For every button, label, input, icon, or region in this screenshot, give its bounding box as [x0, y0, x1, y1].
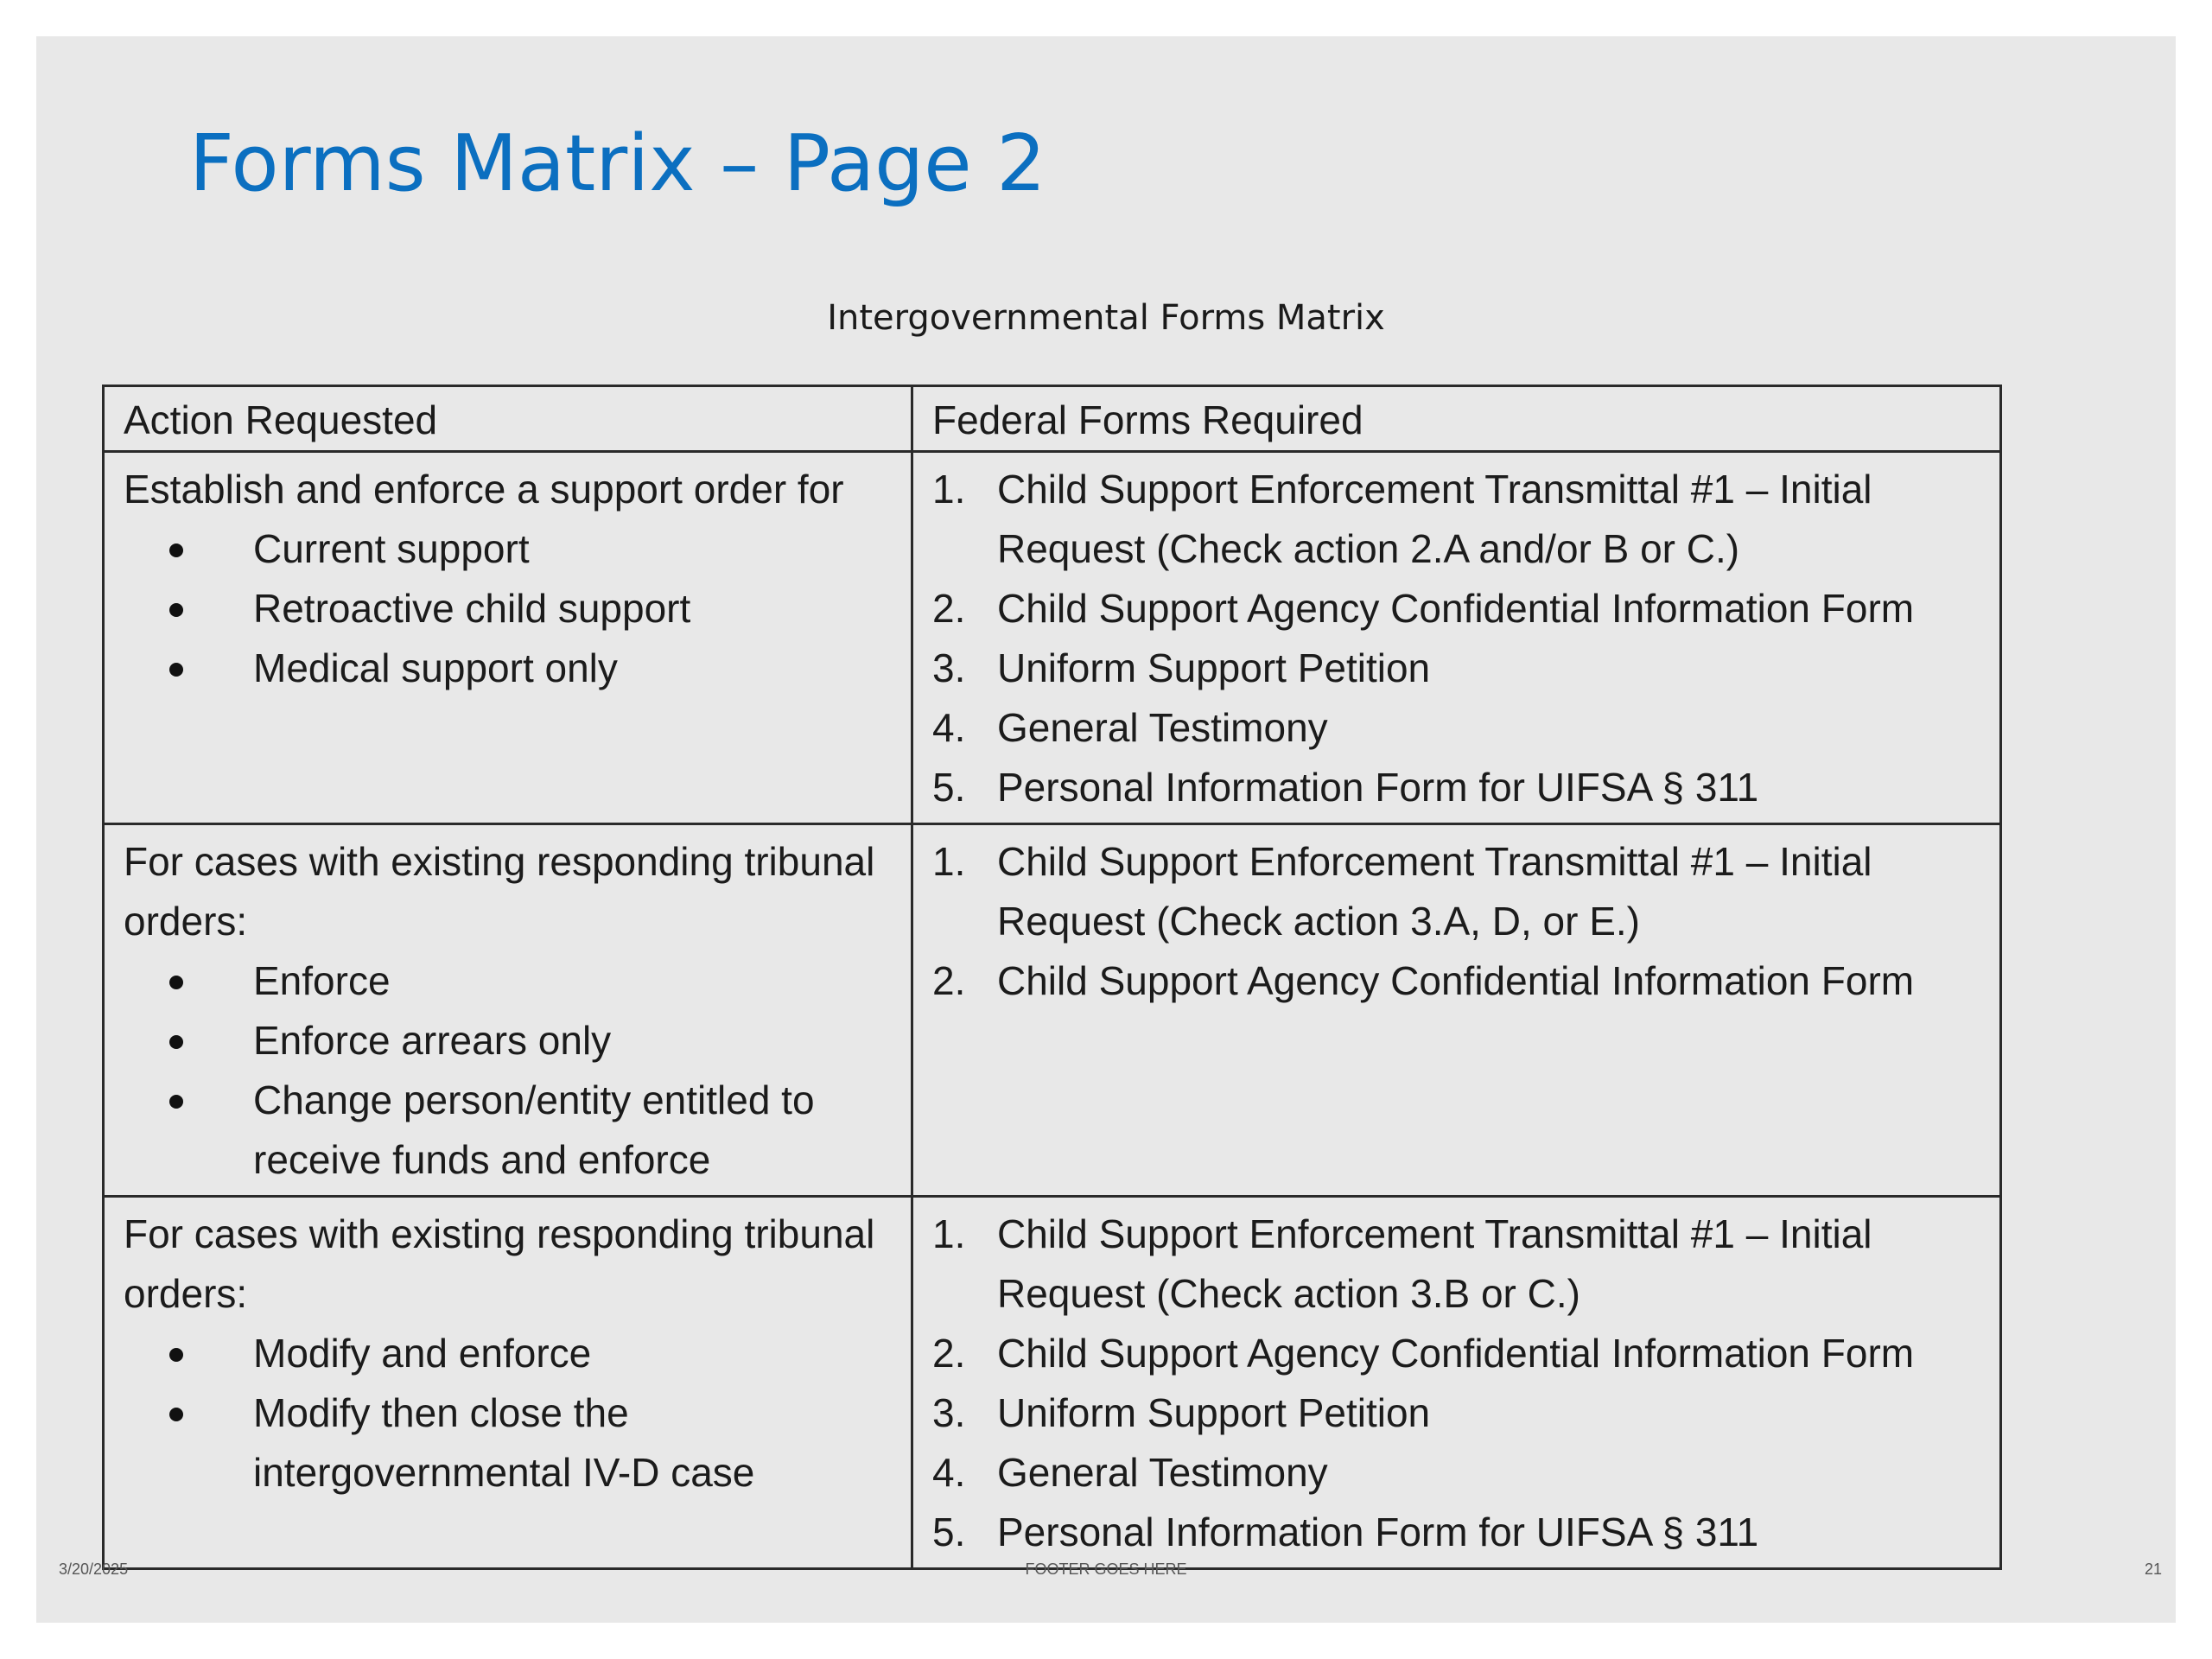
slide-title: Forms Matrix – Page 2	[189, 118, 1046, 209]
action-bullet: Enforce arrears only	[253, 1011, 893, 1071]
footer-page-number: 21	[2144, 1560, 2162, 1578]
action-bullet-list	[124, 1324, 893, 1503]
action-bullet: Retroactive child support	[253, 579, 893, 639]
form-number: 1.	[932, 839, 966, 884]
forms-cell	[912, 452, 2001, 824]
table-header-row	[104, 386, 2001, 452]
action-bullet: Modify and enforce	[253, 1324, 893, 1383]
form-number: 1.	[932, 467, 966, 512]
action-bullet-list	[124, 951, 893, 1190]
form-text: Child Support Agency Confidential Information Form	[997, 586, 1915, 631]
form-text: Uniform Support Petition	[997, 1390, 1431, 1435]
form-number: 2.	[932, 1331, 966, 1376]
action-bullet-list	[124, 519, 893, 698]
form-text: Child Support Enforcement Transmittal #1 – Initial Request (Check action 3.B or C.)	[997, 1211, 1872, 1316]
form-item	[932, 1383, 1982, 1443]
form-number: 5.	[932, 1510, 966, 1554]
forms-list	[932, 832, 1982, 1011]
header-action-requested: Action Requested	[104, 386, 912, 452]
form-number: 2.	[932, 586, 966, 631]
footer-date: 3/20/2025	[59, 1560, 129, 1578]
table-row	[104, 452, 2001, 824]
form-number: 3.	[932, 1390, 966, 1435]
form-item	[932, 698, 1982, 758]
form-item	[932, 1443, 1982, 1503]
form-text: General Testimony	[997, 705, 1328, 750]
form-number: 1.	[932, 1211, 966, 1256]
action-bullet: Modify then close the intergovernmental IV-D case	[253, 1383, 893, 1503]
action-cell	[104, 1197, 912, 1569]
table-row	[104, 1197, 2001, 1569]
action-bullet: Medical support only	[253, 639, 893, 698]
forms-matrix-table	[102, 385, 2002, 1570]
forms-list	[932, 460, 1982, 817]
form-item	[932, 460, 1982, 579]
form-item	[932, 1503, 1982, 1562]
form-item	[932, 1205, 1982, 1324]
form-text: Child Support Enforcement Transmittal #1 – Initial Request (Check action 2.A and/or B or C.)	[997, 467, 1872, 571]
form-text: Child Support Agency Confidential Information Form	[997, 958, 1915, 1003]
action-intro: For cases with existing responding tribunal orders:	[124, 839, 875, 944]
form-item	[932, 639, 1982, 698]
forms-list	[932, 1205, 1982, 1562]
form-number: 2.	[932, 958, 966, 1003]
form-number: 5.	[932, 765, 966, 810]
form-text: Personal Information Form for UIFSA § 311	[997, 765, 1759, 810]
form-item	[932, 951, 1982, 1011]
header-federal-forms-required: Federal Forms Required	[912, 386, 2001, 452]
form-item	[932, 758, 1982, 817]
form-item	[932, 579, 1982, 639]
form-text: General Testimony	[997, 1450, 1328, 1495]
action-intro: For cases with existing responding tribunal orders:	[124, 1211, 875, 1316]
table-row	[104, 824, 2001, 1197]
form-text: Personal Information Form for UIFSA § 311	[997, 1510, 1759, 1554]
form-text: Uniform Support Petition	[997, 645, 1431, 690]
form-item	[932, 1324, 1982, 1383]
action-bullet: Change person/entity entitled to receive funds and enforce	[253, 1071, 893, 1190]
action-intro: Establish and enforce a support order for	[124, 467, 844, 512]
form-number: 4.	[932, 705, 966, 750]
forms-cell	[912, 1197, 2001, 1569]
action-cell	[104, 824, 912, 1197]
form-text: Child Support Enforcement Transmittal #1 – Initial Request (Check action 3.A, D, or E.)	[997, 839, 1872, 944]
action-bullet: Current support	[253, 519, 893, 579]
form-text: Child Support Agency Confidential Information Form	[997, 1331, 1915, 1376]
slide	[36, 36, 2176, 1623]
form-number: 4.	[932, 1450, 966, 1495]
forms-cell	[912, 824, 2001, 1197]
action-bullet: Enforce	[253, 951, 893, 1011]
table-caption: Intergovernmental Forms Matrix	[827, 298, 1385, 338]
form-item	[932, 832, 1982, 951]
action-cell	[104, 452, 912, 824]
form-number: 3.	[932, 645, 966, 690]
footer-text: FOOTER GOES HERE	[1025, 1560, 1187, 1578]
